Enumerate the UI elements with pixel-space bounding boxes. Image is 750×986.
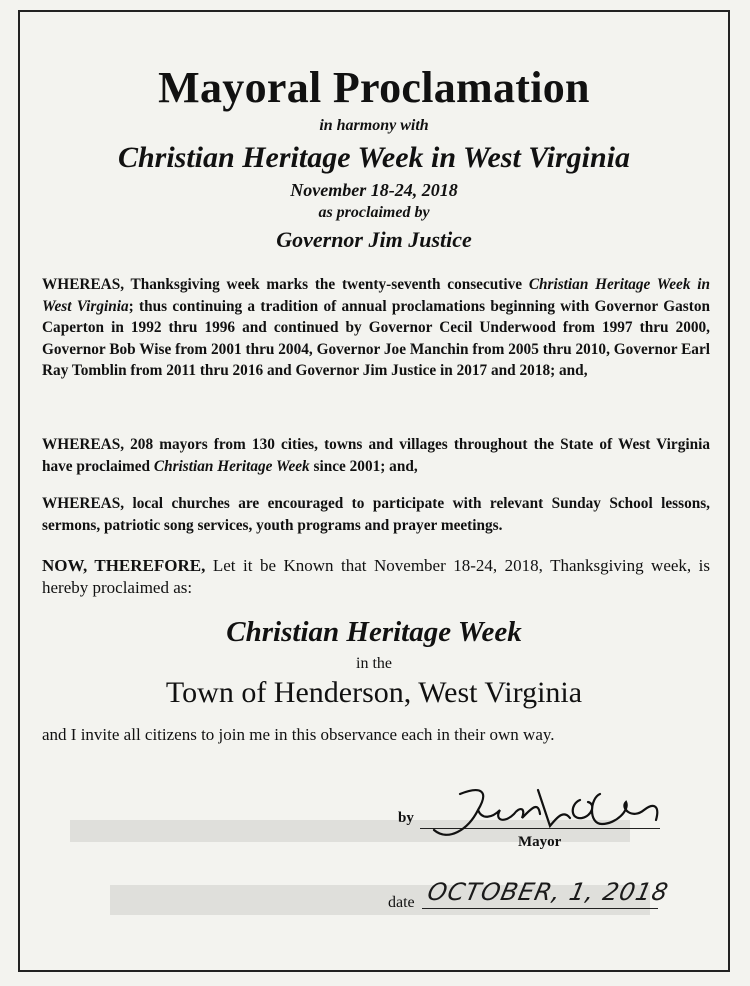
whereas-paragraph-2 <box>42 434 710 477</box>
town-name: Town of Henderson, West Virginia <box>165 676 583 709</box>
week-title: Christian Heritage Week in West Virginia <box>117 141 631 174</box>
date-line <box>422 908 658 909</box>
whereas-2-lead: WHEREAS, 208 mayors from 130 cities, towns and villages throughout the State of West Virginia have proclaimed <box>42 436 710 475</box>
governor-name: Governor Jim Justice <box>276 227 472 252</box>
whereas-paragraph-3: WHEREAS, local churches are encouraged to participate with relevant Sunday School lessons, sermons, patriotic song services, youth programs and prayer meetings. <box>42 495 710 534</box>
week-dates: November 18-24, 2018 <box>290 180 458 200</box>
in-harmony-text: in harmony with <box>319 117 429 134</box>
whereas-1-emphasis: Christian Heritage Week in West Virginia <box>42 276 710 315</box>
invite-text: and I invite all citizens to join me in this observance each in their own way. <box>42 725 555 744</box>
heritage-week-heading: Christian Heritage Week <box>226 616 522 648</box>
whereas-1-rest: ; thus continuing a tradition of annual proclamations beginning with Governor Gaston Caperton in 1992 thru 1996 and continued by Governor Cecil Underwood from 1997 thru 2000, Governor Bob Wise from 2001 thru 2004, Governor Joe Manchin from 2005 thru 2010, Governor Earl Ray Tomblin from 2011 thru 2016 and Governor Jim Justice in 2017 and 2018; and, <box>42 297 710 380</box>
in-the-text: in the <box>356 655 392 672</box>
by-label: by <box>398 810 414 826</box>
handwritten-date: OCTOBER, 1, 2018 <box>425 878 672 906</box>
now-therefore-paragraph <box>42 555 710 599</box>
whereas-1-lead: WHEREAS, Thanksgiving week marks the twenty-seventh consecutive <box>42 276 529 293</box>
mayor-label: Mayor <box>518 834 562 850</box>
page-title: Mayoral Proclamation <box>158 63 590 112</box>
now-therefore-lead: NOW, THEREFORE, <box>42 556 206 575</box>
whereas-paragraph-1 <box>42 274 710 382</box>
now-therefore-rest: Let it be Known that November 18-24, 2018, Thanksgiving week, is hereby proclaimed as: <box>42 556 711 597</box>
whereas-2-rest: since 2001; and, <box>309 457 418 475</box>
whereas-2-emphasis: Christian Heritage Week <box>153 457 310 475</box>
proclaimed-by-text: as proclaimed by <box>318 204 430 221</box>
date-label: date <box>388 894 415 911</box>
